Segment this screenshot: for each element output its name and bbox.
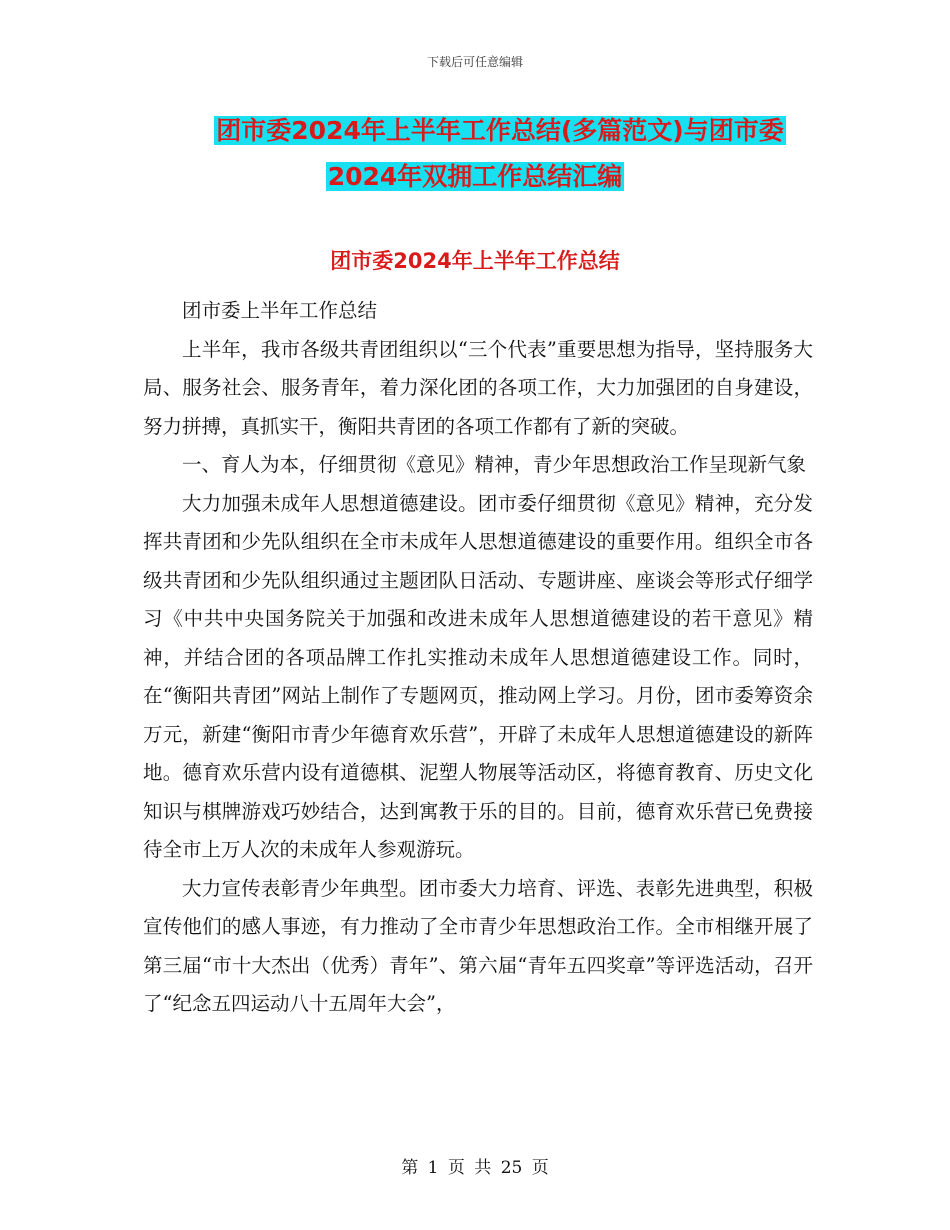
- paragraph: 上半年，我市各级共青团组织以“三个代表”重要思想为指导，坚持服务大局、服务社会、服务青年，着力深化团的各项工作，大力加强团的自身建设，努力拼搏，真抓实干，衡阳共青团的各项工作都有了新的突破。: [143, 337, 813, 438]
- document-title: [0, 108, 950, 200]
- page-footer: 第 1 页 共 25 页: [401, 1158, 549, 1178]
- paragraph: 大力宣传表彰青少年典型。团市委大力培育、评选、表彰先进典型，积极宣传他们的感人事迹，有力推动了全市青少年思想政治工作。全市相继开展了第三届“市十大杰出（优秀）青年”、第六届“青年五四奖章”等评选活动，召开了“纪念五四运动八十五周年大会”，: [143, 876, 813, 1015]
- title-line-1: 团市委2024年上半年工作总结(多篇范文)与团市委: [216, 116, 784, 145]
- title-line-2: 2024年双拥工作总结汇编: [327, 162, 623, 191]
- section-title: 团市委2024年上半年工作总结: [330, 249, 620, 273]
- paragraph: 大力加强未成年人思想道德建设。团市委仔细贯彻《意见》精神，充分发挥共青团和少先队组织在全市未成年人思想道德建设的重要作用。组织全市各级共青团和少先队组织通过主题团队日活动、专题讲座、座谈会等形式仔细学习《中共中央国务院关于加强和改进未成年人思想道德建设的若干意见》精神，并结合团的各项品牌工作扎实推动未成年人思想道德建设工作。同时，在“衡阳共青团”网站上制作了专题网页，推动网上学习。月份，团市委筹资余万元，新建“衡阳市青少年德育欢乐营”，开辟了未成年人思想道德建设的新阵地。德育欢乐营内设有道德棋、泥塑人物展等活动区，将德育教育、历史文化知识与棋牌游戏巧妙结合，达到寓教于乐的目的。目前，德育欢乐营已免费接待全市上万人次的未成年人参观游玩。: [143, 491, 813, 861]
- paragraph: 一、育人为本，仔细贯彻《意见》精神，青少年思想政治工作呈现新气象: [182, 453, 807, 476]
- document-body: [143, 292, 813, 1024]
- paragraph: 团市委上半年工作总结: [182, 299, 378, 322]
- header-note: 下载后可任意编辑: [426, 55, 523, 69]
